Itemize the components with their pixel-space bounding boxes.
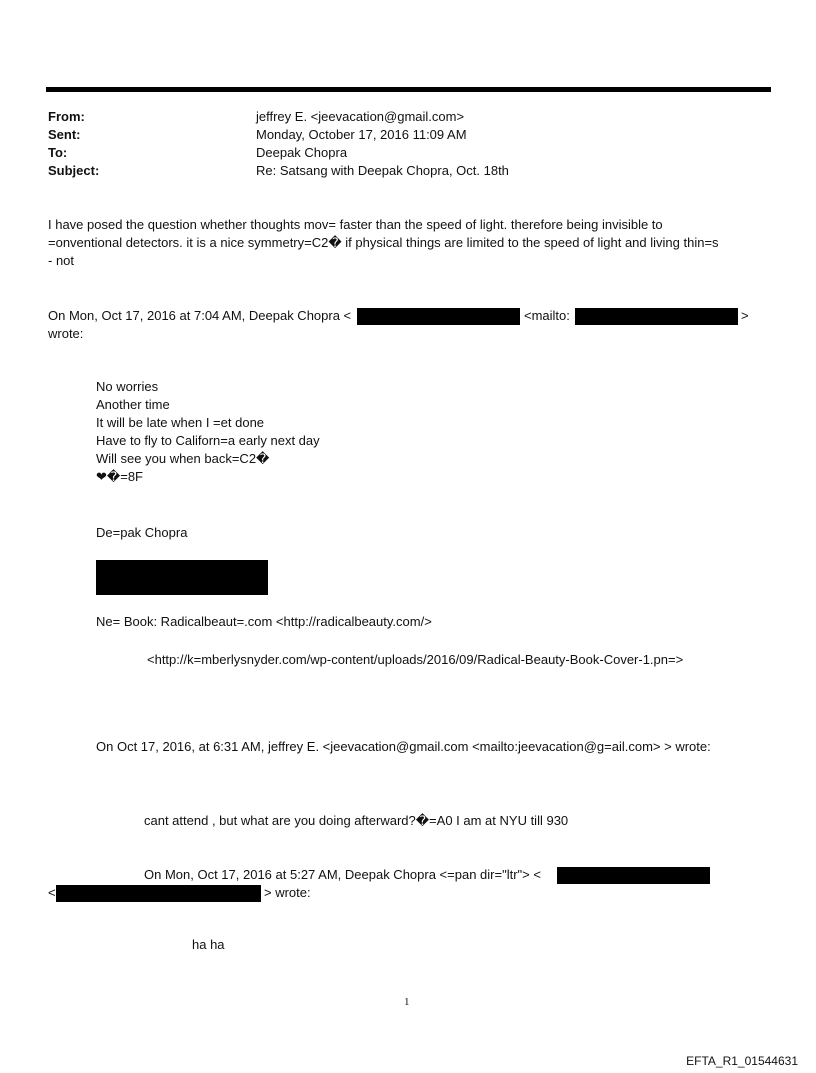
body-line-2: =onventional detectors. it is a nice symmetry=C2� if physical things are limited to the speed of light and living thin=s [48,235,719,250]
msg-line: Another time [96,397,170,412]
redaction-box [575,308,738,325]
sent-row [48,126,768,144]
book-line: Ne= Book: Radicalbeaut=.com <http://radicalbeauty.com/> [96,614,432,629]
to-label: To: [48,145,68,160]
body-line-1: I have posed the question whether thoughts mov= faster than the speed of light. therefore being invisible to [48,217,663,232]
quote1-close: > [741,308,749,323]
quote1-mailto: <mailto: [524,308,570,323]
to-value: Deepak Chopra [256,145,348,160]
quote3-wrote: > wrote: [264,885,311,900]
to-row [48,144,768,162]
msg-line: Will see you when back=C2� [96,451,270,466]
msg-line: It will be late when I =et done [96,415,265,430]
redaction-box [357,308,520,325]
quote3-open: < [48,885,56,900]
haha-line: ha ha [192,937,225,952]
reply-line: cant attend , but what are you doing afterward?�=A0 I am at NYU till 930 [144,813,569,828]
subject-label: Subject: [48,163,100,178]
image-link: <http://k=mberlysnyder.com/wp-content/uploads/2016/09/Radical-Beauty-Book-Cover-1.pn=> [147,652,684,667]
page-number: 1 [404,996,410,1008]
from-label: From: [48,109,85,124]
quote1-intro: On Mon, Oct 17, 2016 at 7:04 AM, Deepak Chopra < [48,308,352,323]
signature-name: De=pak Chopra [96,525,188,540]
subject-value: Re: Satsang with Deepak Chopra, Oct. 18th [256,163,509,178]
document-id: EFTA_R1_01544631 [686,1054,798,1068]
quote3-intro: On Mon, Oct 17, 2016 at 5:27 AM, Deepak Chopra <=pan dir="ltr"> < [144,867,541,882]
subject-row [48,162,768,180]
from-row [48,108,768,126]
quote2-intro: On Oct 17, 2016, at 6:31 AM, jeffrey E. <jeevacation@gmail.com <mailto:jeevacation@g=ail.com> > wrote: [96,739,711,754]
redaction-box [557,867,710,884]
from-value: jeffrey E. <jeevacation@gmail.com> [256,109,465,124]
redaction-box [56,885,261,902]
redaction-box [96,560,268,595]
body-line-3: - not [48,253,75,268]
msg-line: No worries [96,379,159,394]
sent-value: Monday, October 17, 2016 11:09 AM [256,127,467,142]
email-header [48,108,768,180]
sent-label: Sent: [48,127,81,142]
msg-line: ❤�=8F [96,469,143,484]
header-rule [46,87,771,92]
msg-line: Have to fly to Californ=a early next day [96,433,320,448]
quote1-wrote: wrote: [48,326,84,341]
